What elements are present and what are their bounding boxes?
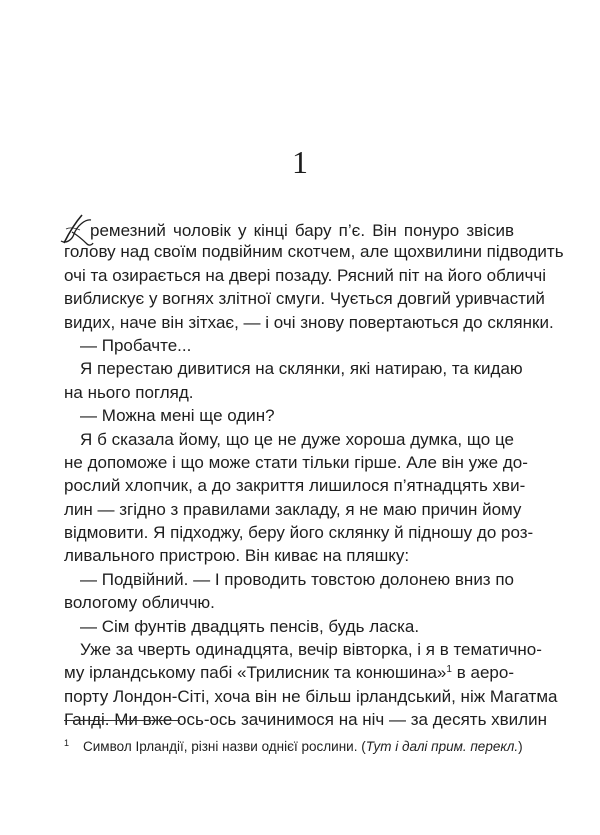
text-line-12: рослий хлопчик, а до закриття лишилося п’ятнадцять хви- (64, 476, 526, 496)
body-text (64, 217, 564, 732)
text-line-2: голову над своїм подвійним скотчем, але щохвилини підводить (64, 242, 564, 262)
text-line-1 (64, 217, 514, 240)
footnote (64, 734, 523, 756)
text-line-10: Я б сказала йому, що це не дуже хороша думка, що це (80, 429, 514, 449)
text-line-8: на нього погляд. (64, 382, 194, 402)
text-line-18: — Сім фунтів двадцять пенсів, будь ласка. (80, 616, 420, 636)
text-line-17: вологому обличчю. (64, 593, 215, 613)
text-line-13: лин — згідно з правилами закладу, я не маю причин йому (64, 499, 522, 519)
text-line-4: виблискує у вогнях злітної смуги. Чується довгий уривчастий (64, 289, 545, 309)
text-line-21: порту Лондон-Сіті, хоча він не більш ірландський, ніж Магатма (64, 686, 558, 706)
text-line-20-tail: в аеро- (451, 663, 515, 683)
text-line-14: відмовити. Я підходжу, беру його склянку й підношу до роз- (64, 523, 534, 543)
footnote-text: Символ Ірландії, різні назви однієї рослини. ( (83, 739, 366, 754)
footnote-close: ) (518, 739, 523, 754)
footnote-note: Тут і далі прим. перекл. (365, 739, 519, 754)
text-line-7: Я перестаю дивитися на склянки, які натираю, та кидаю (80, 359, 523, 379)
text-line-1-content: ремезний чоловік у кінці бару п’є. Він понуро звісив (90, 221, 514, 240)
dropcap-glyph (60, 211, 94, 247)
chapter-number: 1 (292, 144, 308, 180)
dropcap-letter (64, 217, 88, 239)
text-line-11: не допоможе і що може стати тільки гірше. Але він уже до- (64, 452, 528, 472)
text-line-19: Уже за чверть одинадцята, вечір вівторка, і я в тематично- (80, 640, 542, 660)
text-line-6: — Пробачте... (80, 335, 192, 355)
text-line-22: Ганді. Ми вже ось-ось зачинимося на ніч — за десять хвилин (64, 710, 547, 730)
footnote-divider (64, 720, 180, 721)
text-line-15: ливального пристрою. Він киває на пляшку: (64, 546, 410, 566)
text-line-5: видих, наче він зітхає, — і очі знову повертаються до склянки. (64, 312, 554, 332)
footnote-reference[interactable]: 1 (446, 664, 452, 676)
footnote-marker: 1 (64, 738, 70, 748)
text-line-9: — Можна мені ще один? (80, 406, 275, 426)
text-line-3: очі та озирається на двері позаду. Рясний піт на його обличчі (64, 265, 546, 285)
text-line-20-content: му ірландському пабі «Трилисник та конюшина» (64, 663, 447, 683)
text-line-16: — Подвійний. — І проводить товстою долонею вниз по (80, 569, 514, 589)
text-line-20 (64, 661, 514, 684)
